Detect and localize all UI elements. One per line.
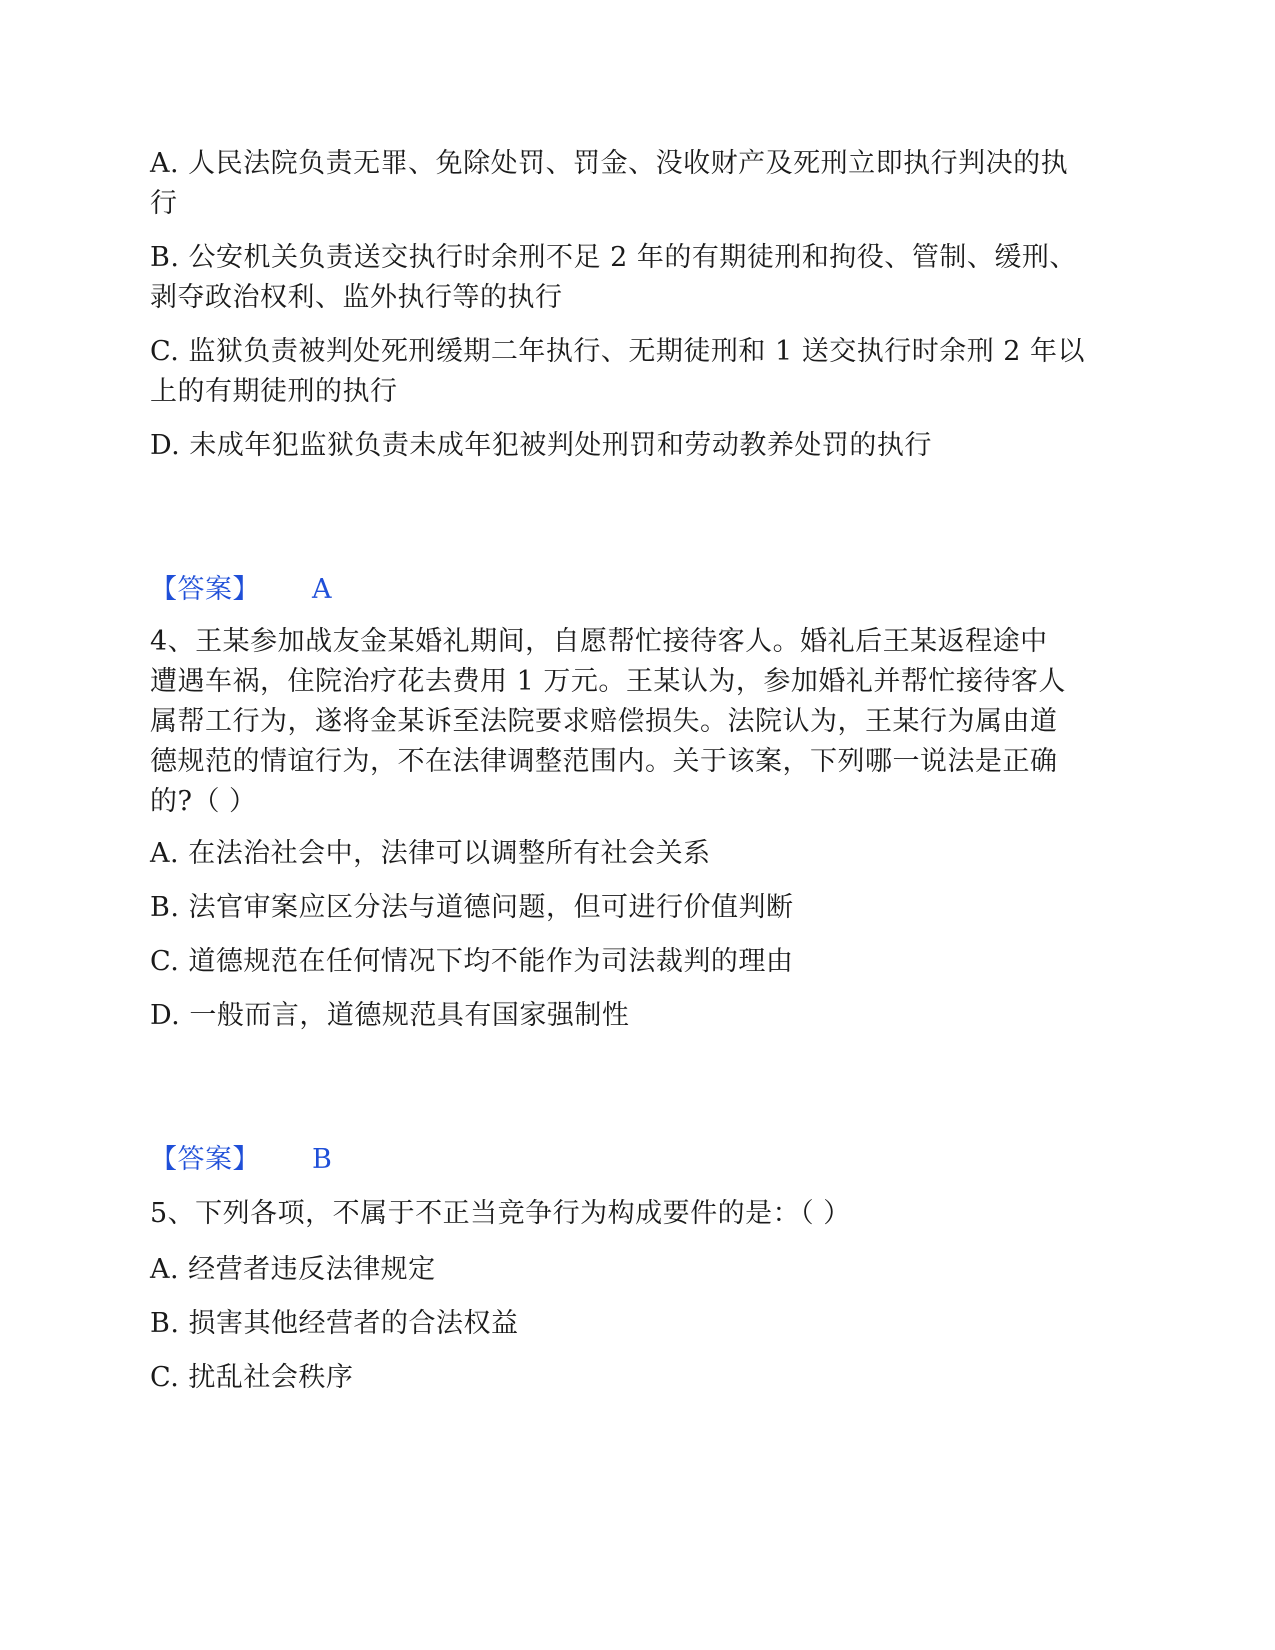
answer-3	[150, 570, 1110, 610]
answer-4	[150, 1140, 1110, 1180]
q3-option-a-line2: 行	[150, 188, 178, 219]
q3-option-b-line2: 剥夺政治权利、监外执行等的执行	[150, 282, 563, 313]
q3-option-b-line1: B. 公安机关负责送交执行时余刑不足 2 年的有期徒刑和拘役、管制、缓刑、	[150, 242, 1077, 273]
q4-option-c: C. 道德规范在任何情况下均不能作为司法裁判的理由	[150, 946, 794, 977]
q4-stem-line2: 遭遇车祸，住院治疗花去费用 1 万元。王某认为，参加婚礼并帮忙接待客人	[150, 666, 1066, 697]
q4-option-a: A. 在法治社会中，法律可以调整所有社会关系	[150, 838, 711, 869]
q5-option-b: B. 损害其他经营者的合法权益	[150, 1308, 519, 1339]
q3-option-d: D. 未成年犯监狱负责未成年犯被判处刑罚和劳动教养处罚的执行	[150, 430, 932, 461]
answer-label: 【答案】	[150, 1144, 260, 1175]
q3-option-c-line2: 上的有期徒刑的执行	[150, 376, 398, 407]
q5-stem: 5、下列各项，不属于不正当竞争行为构成要件的是：（ ）	[150, 1198, 851, 1229]
q4-stem-line1: 4、王某参加战友金某婚礼期间，自愿帮忙接待客人。婚礼后王某返程途中	[150, 626, 1048, 657]
q3-option-a-line1: A. 人民法院负责无罪、免除处罚、罚金、没收财产及死刑立即执行判决的执	[150, 148, 1069, 179]
q5-option-a: A. 经营者违反法律规定	[150, 1254, 436, 1285]
q4-stem-line4: 德规范的情谊行为，不在法律调整范围内。关于该案，下列哪一说法是正确	[150, 746, 1058, 777]
q4-stem-line3: 属帮工行为，遂将金某诉至法院要求赔偿损失。法院认为，王某行为属由道	[150, 706, 1058, 737]
q4-option-b: B. 法官审案应区分法与道德问题，但可进行价值判断	[150, 892, 794, 923]
q5-option-c: C. 扰乱社会秩序	[150, 1362, 354, 1393]
answer-value: B	[312, 1144, 333, 1175]
answer-label: 【答案】	[150, 574, 260, 605]
q4-option-d: D. 一般而言，道德规范具有国家强制性	[150, 1000, 630, 1031]
q3-option-c-line1: C. 监狱负责被判处死刑缓期二年执行、无期徒刑和 1 送交执行时余刑 2 年以	[150, 336, 1086, 367]
answer-value: A	[312, 574, 332, 605]
q4-stem-line5: 的?（ ）	[150, 786, 257, 817]
